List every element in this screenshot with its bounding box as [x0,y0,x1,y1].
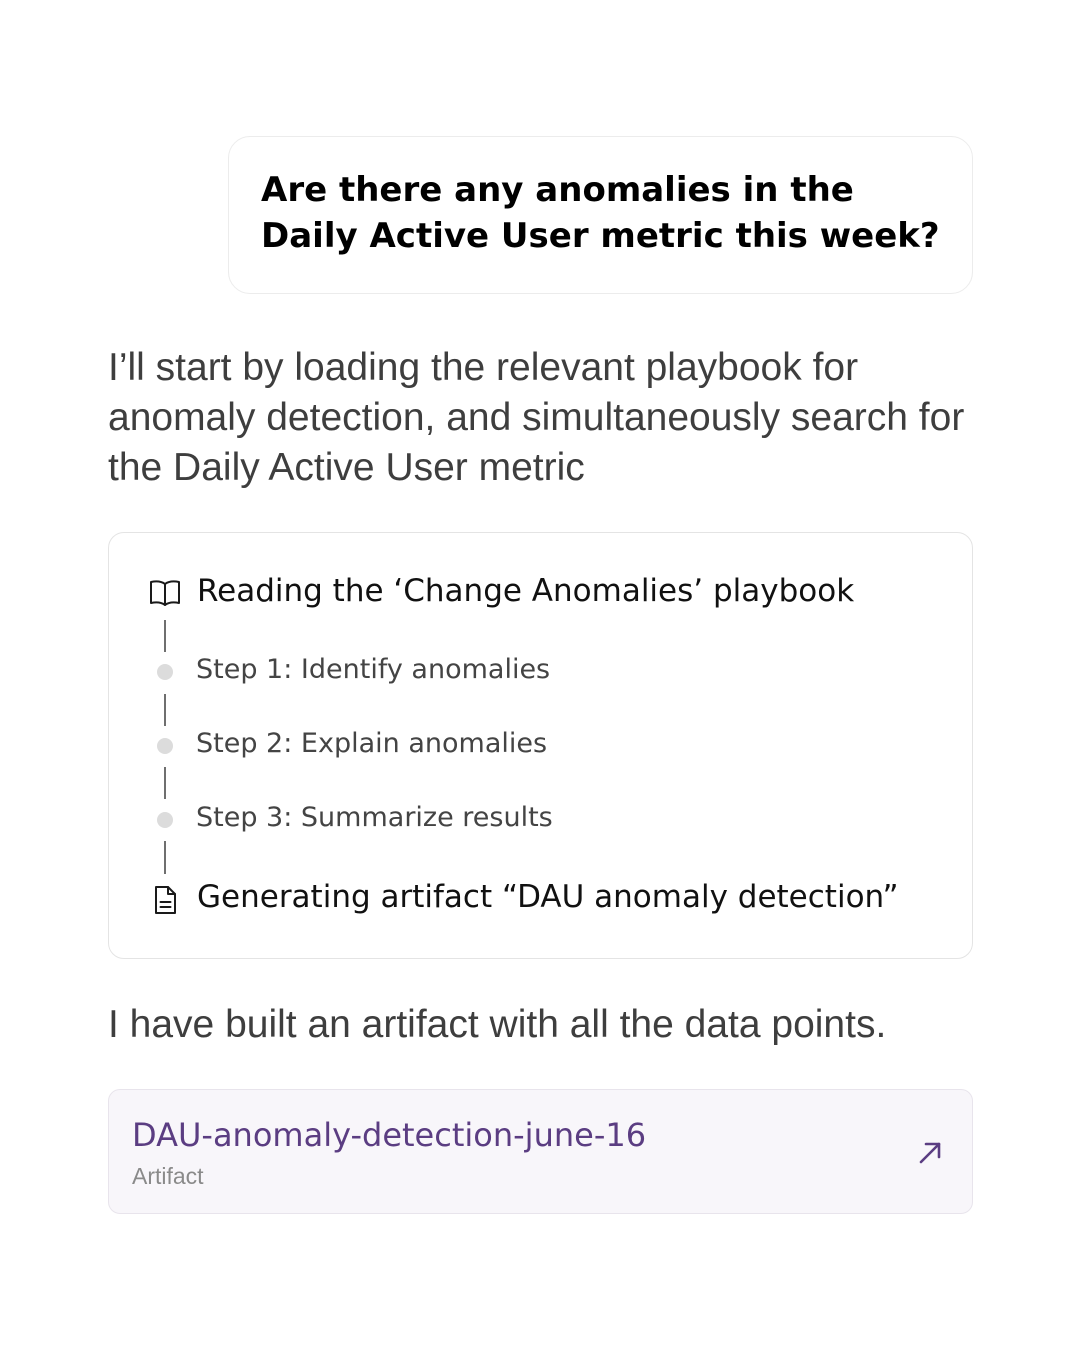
user-message-text: Are there any anomalies in the Daily Active User metric this week? [261,170,940,256]
step-2-label: Step 2: Explain anomalies [196,728,548,759]
book-open-icon [149,577,181,609]
artifact-type-label: Artifact [132,1163,204,1189]
timeline-connector [164,841,166,874]
artifact-card[interactable] [108,1089,973,1214]
step-3-dot [157,812,173,828]
artifact-generation-label: Generating artifact “DAU anomaly detection” [197,879,899,915]
assistant-intro-text: I’ll start by loading the relevant playbook for anomaly detection, and simultaneously search for the Daily Active User metric [108,346,965,489]
playbook-reading-label: Reading the ‘Change Anomalies’ playbook [197,573,855,609]
user-message-bubble [228,136,973,294]
timeline-connector [164,767,166,799]
step-1-label: Step 1: Identify anomalies [196,654,551,685]
timeline-connector [164,620,166,652]
step-3-label: Step 3: Summarize results [196,802,553,833]
document-icon [149,884,181,916]
arrow-up-right-icon[interactable] [915,1136,947,1168]
artifact-title[interactable]: DAU-anomaly-detection-june-16 [132,1116,647,1154]
assistant-outro-text: I have built an artifact with all the data points. [108,1003,887,1046]
timeline-connector [164,694,166,726]
step-2-dot [157,738,173,754]
activity-card [108,532,973,959]
step-1-dot [157,664,173,680]
